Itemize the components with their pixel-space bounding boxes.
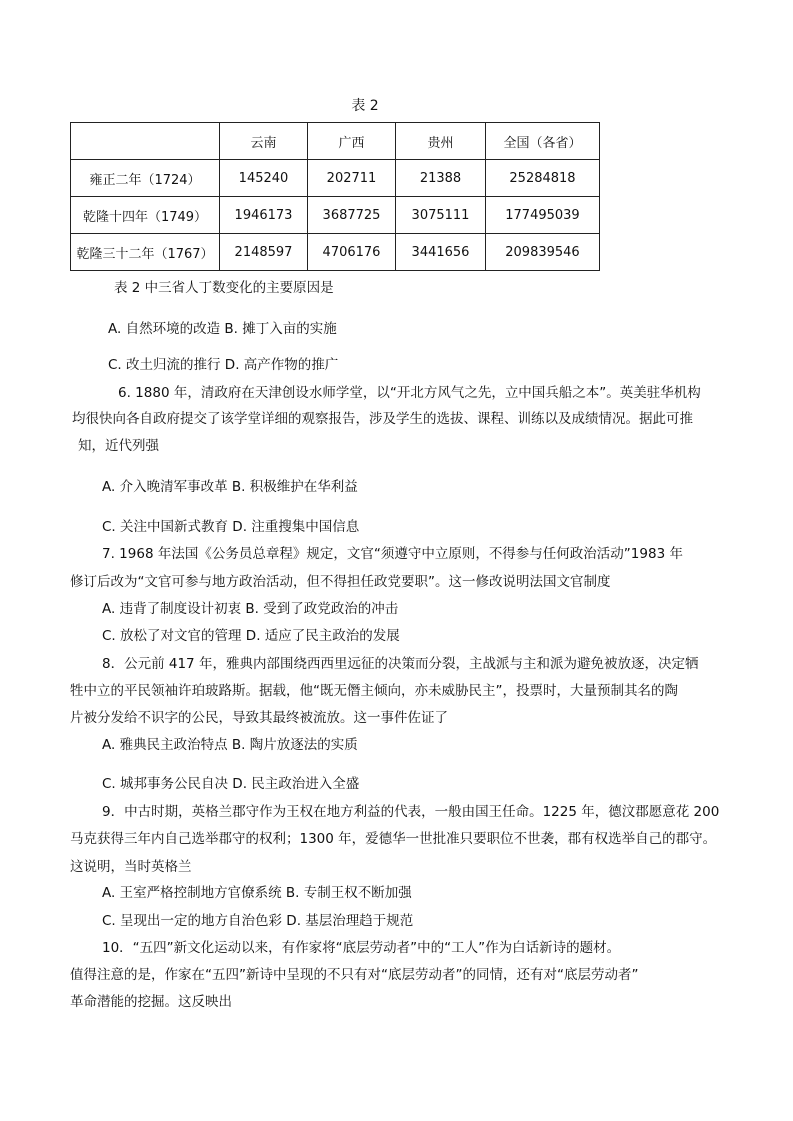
- q5-options-cd: C. 改土归流的推行 D. 高产作物的推广: [108, 357, 339, 373]
- table-cell: 202711: [308, 160, 396, 197]
- population-table: [70, 122, 600, 271]
- table-cell: 4706176: [308, 234, 396, 271]
- header-cell: 广西: [308, 123, 396, 160]
- q5-stem: 表 2 中三省人丁数变化的主要原因是: [114, 280, 334, 296]
- q10-line-3: 革命潜能的挖掘。这反映出: [70, 994, 232, 1010]
- header-cell: 云南: [220, 123, 308, 160]
- q9-line-3: 这说明，当时英格兰: [70, 859, 192, 875]
- table-cell: 25284818: [486, 160, 600, 197]
- q9-options-ab: A. 王室严格控制地方官僚系统 B. 专制王权不断加强: [102, 885, 412, 901]
- q5-options-ab: A. 自然环境的改造 B. 摊丁入亩的实施: [108, 321, 337, 337]
- table-cell: 209839546: [486, 234, 600, 271]
- table-cell: 乾隆十四年（1749）: [71, 197, 220, 234]
- table-row: [71, 197, 600, 234]
- q10-line-2: 值得注意的是，作家在“五四”新诗中呈现的不只有对“底层劳动者”的同情，还有对“底层劳动者”: [70, 967, 639, 983]
- table-header-row: [71, 123, 600, 160]
- q8-line-3: 片被分发给不识字的公民，导致其最终被流放。这一事件佐证了: [70, 710, 448, 726]
- table-cell: 1946173: [220, 197, 308, 234]
- table-cell: 3441656: [396, 234, 486, 271]
- q10-line-1: 10．“五四”新文化运动以来，有作家将“底层劳动者”中的“工人”作为白话新诗的题材。: [102, 940, 621, 956]
- table-cell: 3075111: [396, 197, 486, 234]
- table-row: [71, 234, 600, 271]
- table-cell: 3687725: [308, 197, 396, 234]
- q9-line-1: 9．中古时期，英格兰郡守作为王权在地方利益的代表，一般由国王任命。1225 年，德汶郡愿意花 200: [102, 804, 720, 820]
- header-cell: 全国（各省）: [486, 123, 600, 160]
- table-row: [71, 160, 600, 197]
- q6-options-ab: A. 介入晚清军事改革 B. 积极维护在华利益: [102, 479, 358, 495]
- table-cell: 21388: [396, 160, 486, 197]
- q9-options-cd: C. 呈现出一定的地方自治色彩 D. 基层治理趋于规范: [102, 913, 414, 929]
- q6-line-2: 均很快向各自政府提交了该学堂详细的观察报告，涉及学生的选拔、课程、训练以及成绩情况。据此可推: [72, 411, 693, 427]
- table-caption: 表 2: [351, 98, 379, 114]
- q8-line-1: 8．公元前 417 年，雅典内部围绕西西里远征的决策而分裂，主战派与主和派为避免被放逐，决定牺: [102, 656, 699, 672]
- q7-options-cd: C. 放松了对文官的管理 D. 适应了民主政治的发展: [102, 628, 400, 644]
- table-cell: 乾隆三十二年（1767）: [71, 234, 220, 271]
- q9-line-2: 马克获得三年内自己选举郡守的权利；1300 年，爱德华一世批准只要职位不世袭，郡有权选举自己的郡守。: [70, 831, 717, 847]
- header-cell: [71, 123, 220, 160]
- q8-options-ab: A. 雅典民主政治特点 B. 陶片放逐法的实质: [102, 737, 358, 753]
- q6-options-cd: C. 关注中国新式教育 D. 注重搜集中国信息: [102, 519, 360, 535]
- q8-options-cd: C. 城邦事务公民自决 D. 民主政治进入全盛: [102, 776, 360, 792]
- q8-line-2: 牲中立的平民领袖许珀玻路斯。据载，他“既无僭主倾向，亦未威胁民主”，投票时，大量预制其名的陶: [70, 683, 678, 699]
- q6-line-3: 知，近代列强: [78, 438, 159, 454]
- header-cell: 贵州: [396, 123, 486, 160]
- table-cell: 177495039: [486, 197, 600, 234]
- table-cell: 2148597: [220, 234, 308, 271]
- table-cell: 145240: [220, 160, 308, 197]
- q7-options-ab: A. 违背了制度设计初衷 B. 受到了政党政治的冲击: [102, 601, 399, 617]
- q7-line-1: 7. 1968 年法国《公务员总章程》规定，文官“须遵守中立原则，不得参与任何政治活动”1983 年: [102, 546, 683, 562]
- q7-line-2: 修订后改为“文官可参与地方政治活动，但不得担任政党要职”。这一修改说明法国文官制度: [70, 574, 611, 590]
- table-cell: 雍正二年（1724）: [71, 160, 220, 197]
- q6-line-1: 6. 1880 年，清政府在天津创设水师学堂，以“开北方风气之先，立中国兵船之本”。英美驻华机构: [118, 385, 701, 401]
